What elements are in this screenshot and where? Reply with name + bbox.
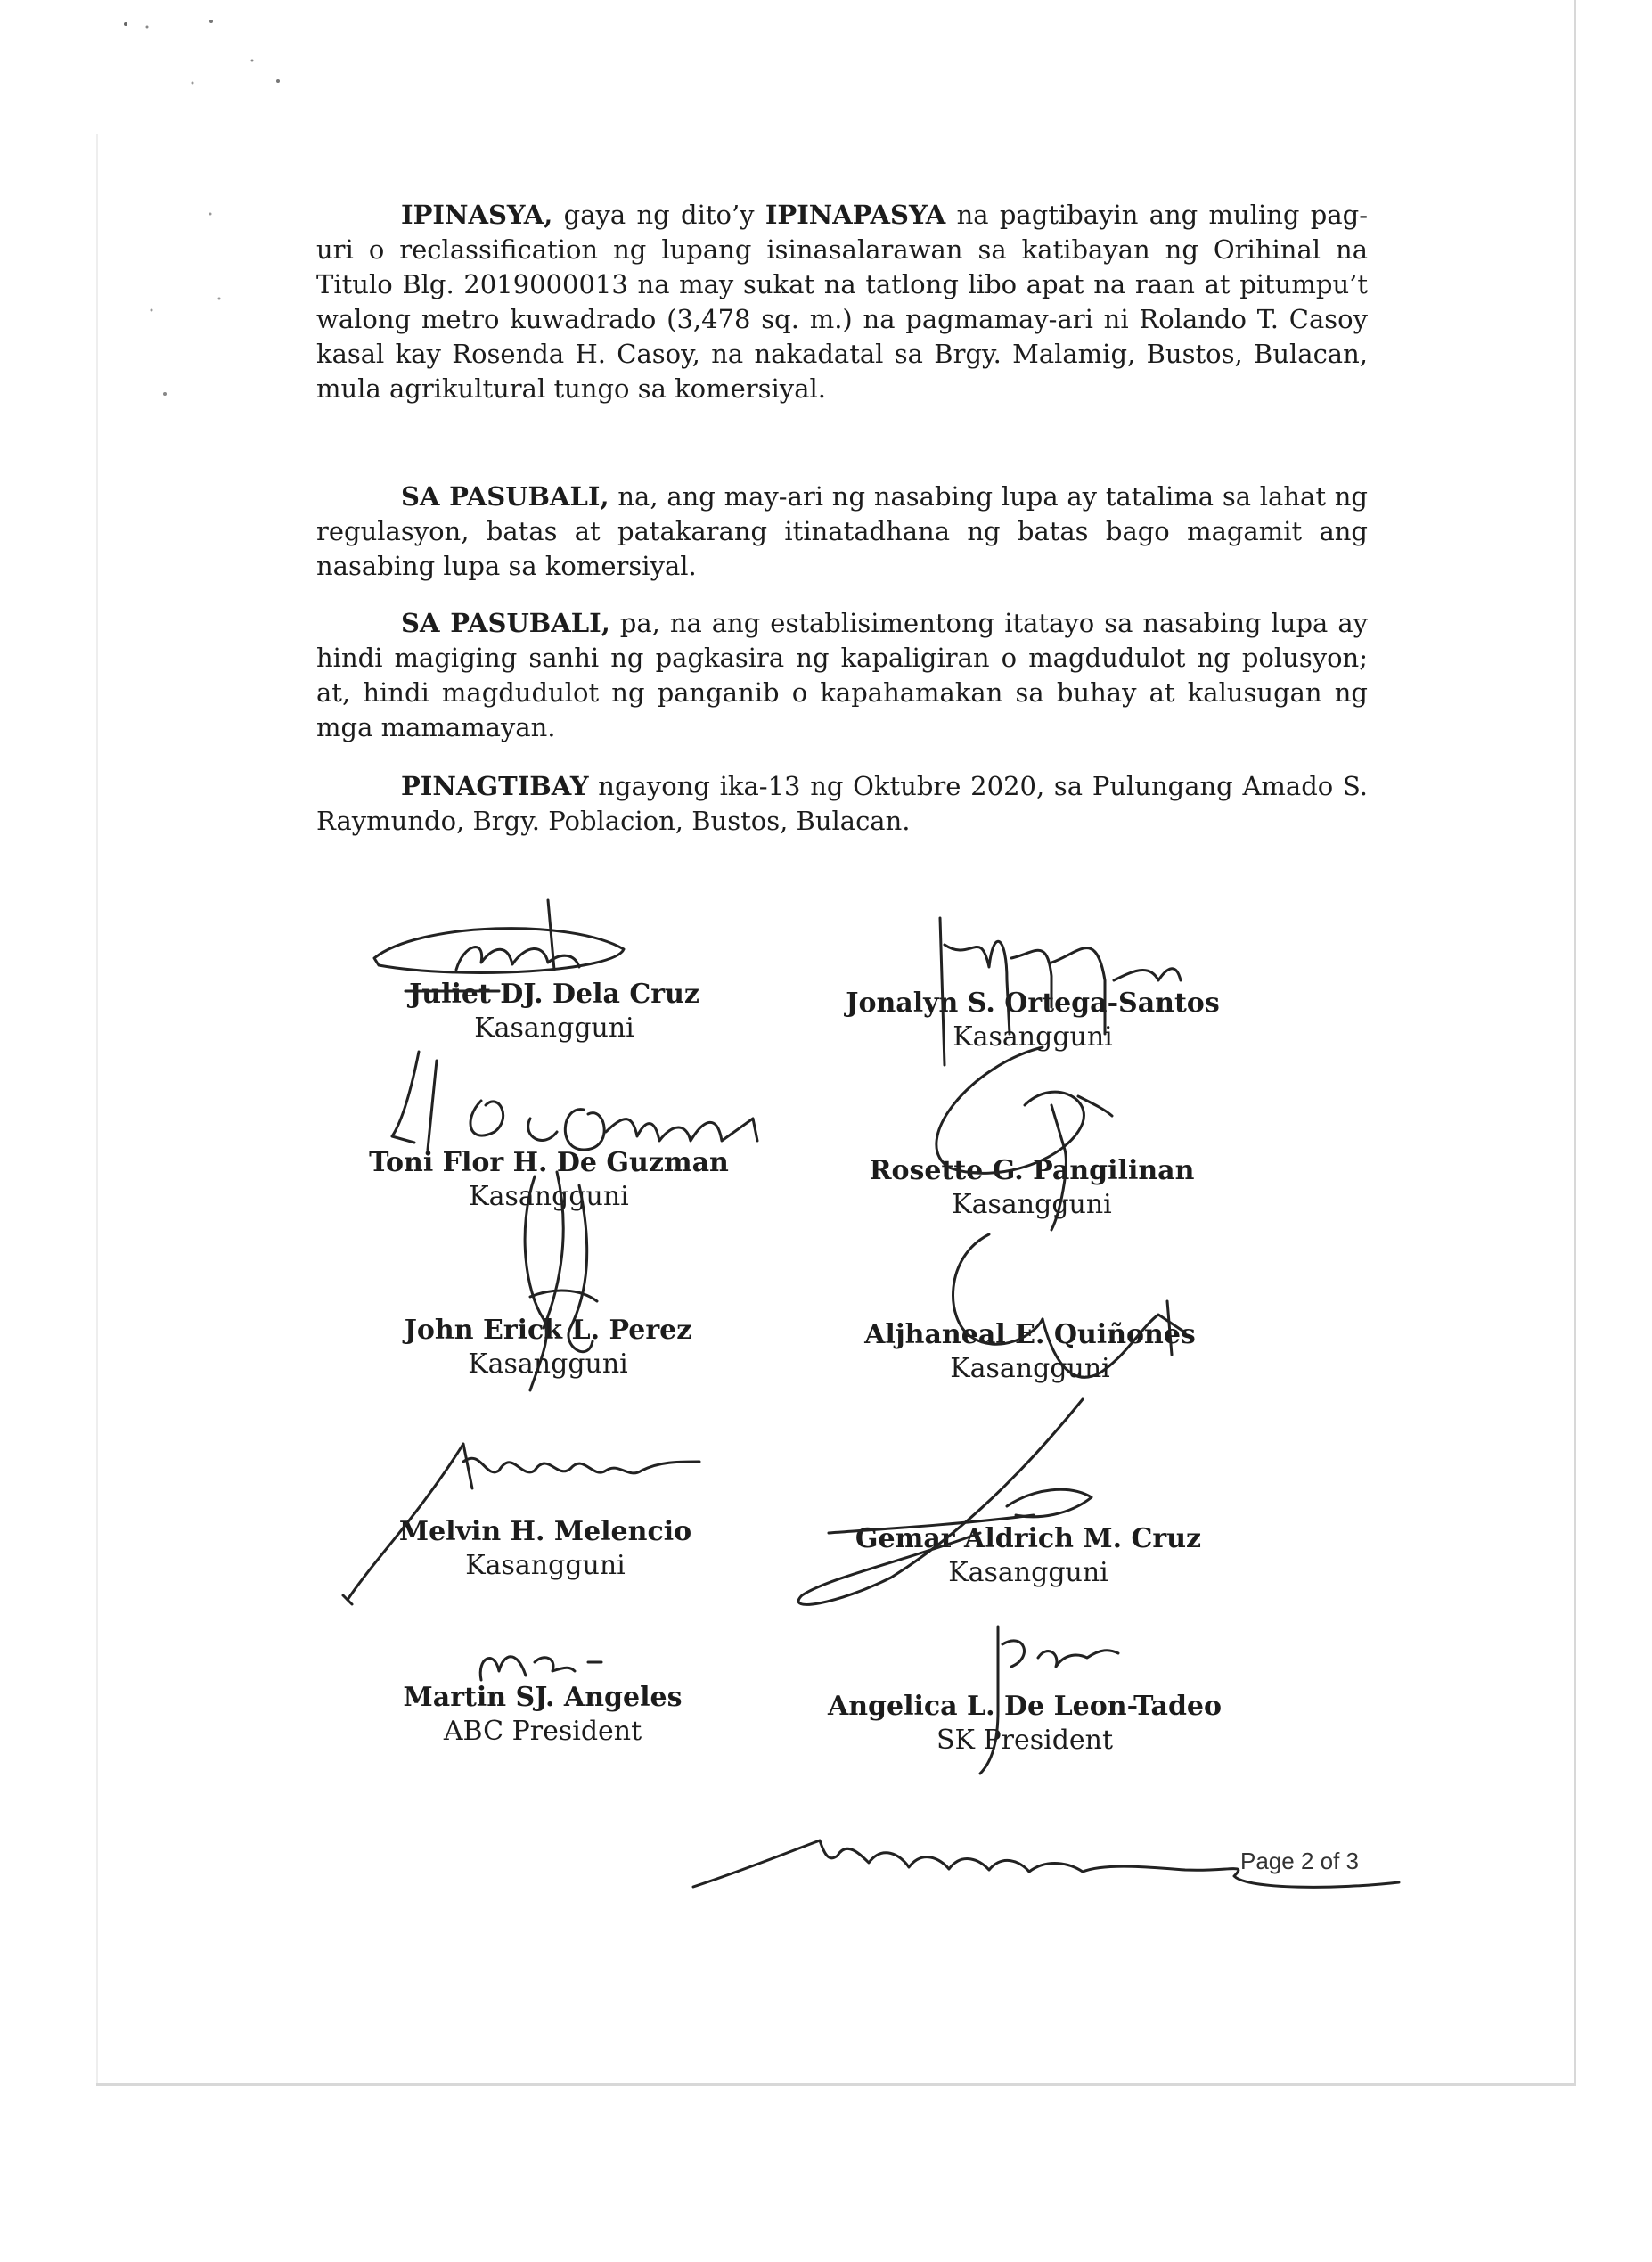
decision-lead: IPINASYA, <box>401 200 553 230</box>
signatory-name: Rosette G. Pangilinan <box>869 1155 1195 1186</box>
signatory-block <box>293 1681 792 1749</box>
signatory-title: Kasangguni <box>469 1181 629 1212</box>
page-edge-right <box>1574 0 1576 2086</box>
proviso-1-text: na, ang may-ari ng nasabing lupa ay tatalima sa lahat ng regulasyon, batas at patakarang itinatadhana ng batas bago magamit ang nasabing lupa sa komersiyal. <box>316 481 1368 581</box>
signatory-name: Aljhaneal E. Quiñones <box>864 1319 1196 1350</box>
signatory-block <box>783 987 1282 1054</box>
signatory-title: ABC President <box>443 1716 642 1747</box>
proviso-1-lead: SA PASUBALI, <box>401 481 609 512</box>
resolution-paragraph-decision <box>316 198 1368 406</box>
signatory-block <box>781 1318 1280 1386</box>
signatory-title: Kasangguni <box>953 1021 1113 1053</box>
signatory-name: Angelica L. De Leon-Tadeo <box>827 1691 1223 1722</box>
decision-bold-2: IPINAPASYA <box>765 200 946 230</box>
signatory-name: Gemar Aldrich M. Cruz <box>855 1523 1202 1554</box>
page-number: Page 2 of 3 <box>1240 1848 1359 1874</box>
signatory-title: Kasangguni <box>468 1348 628 1380</box>
proviso-2-lead: SA PASUBALI, <box>401 608 610 638</box>
scan-specks <box>0 0 356 446</box>
page-edge-bottom <box>96 2083 1575 2086</box>
signatory-title: Kasangguni <box>952 1189 1112 1220</box>
signatory-title: Kasangguni <box>950 1353 1110 1384</box>
resolution-paragraph-approval <box>316 769 1368 839</box>
approval-text: ngayong ika-13 ng Oktubre 2020, sa Pulungang Amado S. Raymundo, Brgy. Poblacion, Bustos, Bulacan. <box>316 771 1368 836</box>
decision-text-2: na pagtibayin ang muling pag-uri o reclassification ng lupang isinasalarawan sa katibayan ng Orihinal na Titulo Blg. 2019000013 na may sukat na tatlong libo apat na raan at pitumpu’t walong metro kuwadrado (3,478 sq. m.) na pagmamay-ari ni Rolando T. Casoy kasal kay Rosenda H. Casoy, na nakadatal sa Brgy. Malamig, Bustos, Bulacan, mula agrikultural tungo sa komersiyal. <box>316 200 1368 404</box>
signatory-title: SK President <box>936 1725 1114 1756</box>
signatory-name: Martin SJ. Angeles <box>403 1682 683 1713</box>
signatory-block <box>299 1314 797 1381</box>
signatory-name: Jonalyn S. Ortega-Santos <box>846 988 1220 1019</box>
signatory-name: John Erick L. Perez <box>404 1315 692 1346</box>
signatory-name: Melvin H. Melencio <box>398 1516 692 1547</box>
signatory-block <box>305 978 804 1045</box>
signatory-block <box>779 1522 1278 1590</box>
approval-lead: PINAGTIBAY <box>401 771 589 801</box>
signatory-name: Toni Flor H. De Guzman <box>369 1147 729 1178</box>
signatory-block <box>299 1146 798 1214</box>
signatory-title: Kasangguni <box>948 1557 1108 1588</box>
signatory-title: Kasangguni <box>465 1550 626 1581</box>
decision-text-1: gaya ng dito’y <box>552 200 765 230</box>
signatory-title: Kasangguni <box>474 1012 634 1044</box>
signatory-block <box>782 1154 1281 1222</box>
signatory-block <box>775 1690 1274 1758</box>
signatory-block <box>296 1515 795 1583</box>
signatory-name: Juliet DJ. Dela Cruz <box>409 979 699 1010</box>
resolution-paragraph-proviso-1 <box>316 479 1368 584</box>
resolution-paragraph-proviso-2 <box>316 606 1368 745</box>
proviso-2-text: pa, na ang establisimentong itatayo sa nasabing lupa ay hindi magiging sanhi ng pagkasira ng kapaligiran o magdudulot ng polusyon; at, hindi magdudulot ng panganib o kapahamakan sa buhay at kalusugan ng mga mamamayan. <box>316 608 1368 742</box>
